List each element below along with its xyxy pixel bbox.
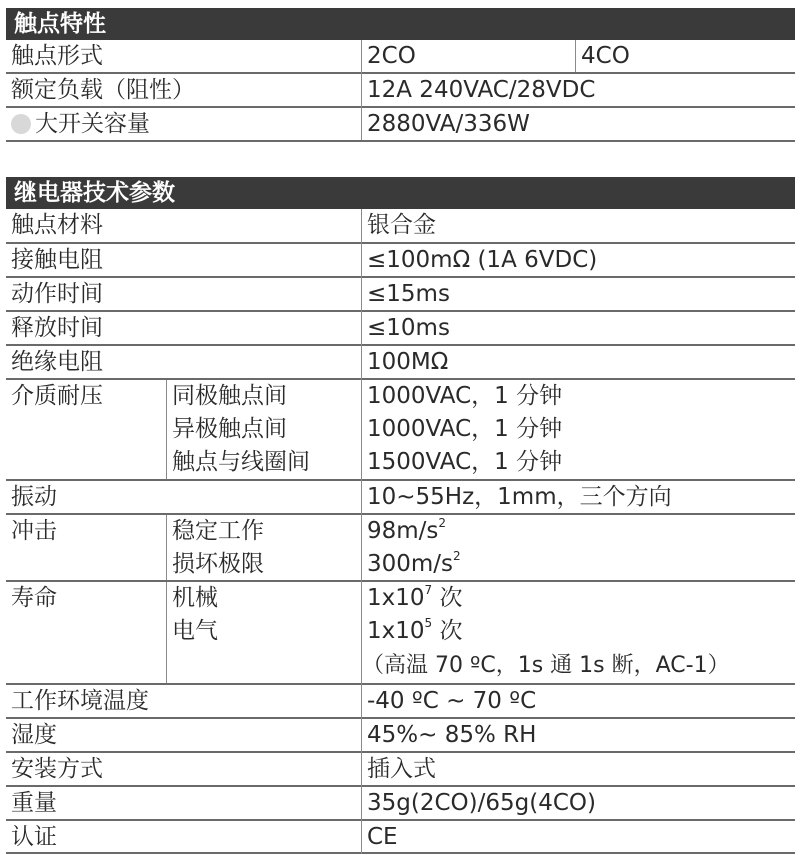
operate-time-label: 动作时间	[11, 281, 103, 307]
shock-damage-number: 300m/s	[367, 551, 454, 577]
life-electrical-value	[362, 615, 795, 647]
shock-damage-value	[362, 548, 795, 580]
insulation-label: 绝缘电阻	[11, 349, 103, 375]
material-value: 银合金	[367, 212, 436, 238]
life-mechanical-base: 1x10	[367, 585, 425, 611]
humidity-value: 45%~ 85% RH	[367, 722, 537, 748]
shock-label: 冲击	[11, 518, 57, 544]
life-electrical-unit: 次	[432, 618, 463, 644]
dielectric-label: 介质耐压	[11, 383, 103, 409]
vibration-label: 振动	[11, 484, 57, 510]
release-time-label: 释放时间	[11, 315, 103, 341]
contact-form-4co: 4CO	[581, 43, 630, 69]
ambient-temp-label: 工作环境温度	[11, 688, 149, 714]
dielectric-same-pole-value: 1000VAC，1 分钟	[367, 383, 563, 409]
life-label: 寿命	[11, 585, 57, 611]
mounting-label: 安装方式	[11, 756, 103, 782]
weight-label: 重量	[11, 790, 57, 816]
rated-load-value: 12A 240VAC/28VDC	[367, 77, 596, 103]
shock-stable-value	[362, 515, 795, 547]
relay-section-title: 继电器技术参数	[14, 180, 175, 206]
operate-time-value: ≤15ms	[367, 281, 450, 307]
max-switching-label-text: 大开关容量	[35, 111, 150, 137]
dielectric-contact-coil-label: 触点与线圈间	[172, 449, 310, 475]
contact-resistance-value: ≤100mΩ (1A 6VDC)	[367, 247, 598, 273]
contact-section-header	[6, 8, 795, 40]
dielectric-diff-pole-label: 异极触点间	[172, 416, 287, 442]
column-divider	[361, 40, 362, 140]
life-mechanical-unit: 次	[432, 585, 463, 611]
mounting-value: 插入式	[367, 756, 436, 782]
material-label: 触点材料	[11, 212, 103, 238]
relay-section-header	[6, 177, 795, 209]
contact-resistance-label: 接触电阻	[11, 247, 103, 273]
column-divider	[166, 515, 167, 580]
certification-value: CE	[367, 824, 398, 850]
blurred-glyph	[11, 114, 31, 134]
table-bottom-rule	[6, 852, 795, 854]
contact-form-2co: 2CO	[367, 43, 416, 69]
release-time-value: ≤10ms	[367, 315, 450, 341]
dielectric-contact-coil-value: 1500VAC，1 分钟	[367, 449, 563, 475]
max-switching-label	[6, 108, 361, 140]
column-divider	[166, 380, 167, 479]
ambient-temp-value: -40 ºC ~ 70 ºC	[367, 688, 537, 714]
shock-damage-exponent: 2	[453, 549, 461, 563]
contact-section-title: 触点特性	[14, 11, 106, 37]
life-mechanical-exponent: 7	[424, 583, 433, 597]
max-switching-value: 2880VA/336W	[367, 111, 530, 137]
contact-form-label: 触点形式	[11, 43, 103, 69]
vibration-value: 10~55Hz，1mm，三个方向	[367, 484, 672, 510]
shock-damage-label: 损坏极限	[172, 551, 264, 577]
weight-value: 35g(2CO)/65g(4CO)	[367, 790, 596, 816]
insulation-value: 100MΩ	[367, 349, 449, 375]
life-electrical-base: 1x10	[367, 618, 425, 644]
shock-stable-number: 98m/s	[367, 518, 439, 544]
shock-stable-label: 稳定工作	[172, 518, 264, 544]
section-bottom-rule	[6, 140, 795, 142]
life-electrical-note: （高温 70 ºC，1s 通 1s 断，AC-1）	[362, 653, 730, 678]
dielectric-same-pole-label: 同极触点间	[172, 383, 287, 409]
dielectric-diff-pole-value: 1000VAC，1 分钟	[367, 416, 563, 442]
certification-label: 认证	[11, 824, 57, 850]
rated-load-label: 额定负载（阻性）	[11, 77, 195, 103]
life-electrical-exponent: 5	[424, 616, 433, 630]
column-divider	[361, 209, 362, 854]
humidity-label: 湿度	[11, 722, 57, 748]
life-mechanical-value	[362, 582, 795, 614]
column-divider	[575, 40, 576, 72]
shock-stable-exponent: 2	[438, 516, 447, 530]
column-divider	[166, 582, 167, 683]
life-mechanical-label: 机械	[172, 585, 218, 611]
life-electrical-label: 电气	[172, 618, 218, 644]
